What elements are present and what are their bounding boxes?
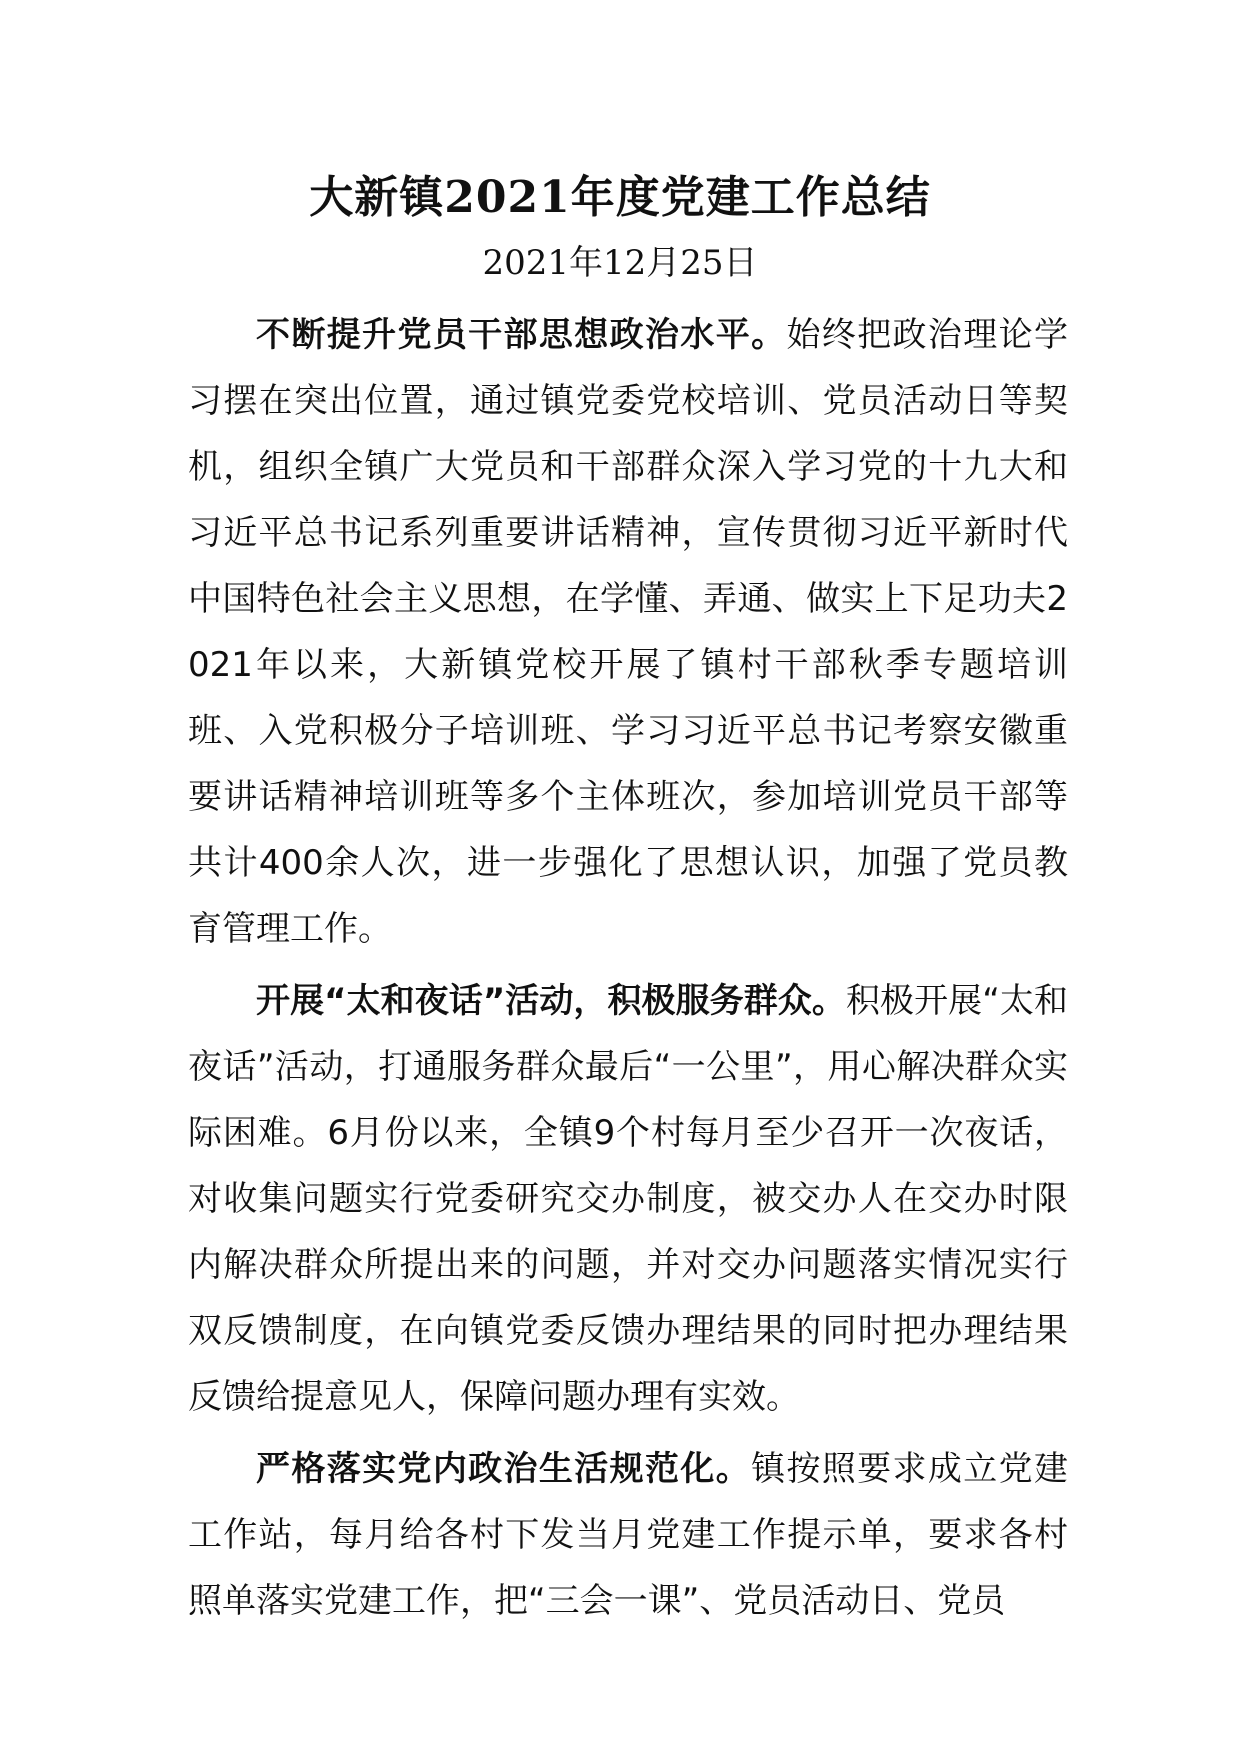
paragraph-night-talk	[188, 968, 1068, 1430]
document-body	[188, 302, 1068, 1634]
paragraph-lead: 开展“太和夜话”活动，积极服务群众。	[256, 981, 846, 1021]
paragraph-text: 镇按照要求成立党建工作站，每月给各村下发当月党建工作提示单，要求各村照单落实党建工作，把“三会一课”、党员活动日、党员	[188, 1449, 1069, 1621]
paragraph-political-life	[188, 1436, 1068, 1634]
paragraph-text: 始终把政治理论学习摆在突出位置，通过镇党委党校培训、党员活动日等契机，组织全镇广大党员和干部群众深入学习党的十九大和习近平总书记系列重要讲话精神，宣传贯彻习近平新时代中国特色社会主义思想，在学懂、弄通、做实上下足功夫2021年以来，大新镇党校开展了镇村干部秋季专题培训班、入党积极分子培训班、学习习近平总书记考察安徽重要讲话精神培训班等多个主体班次，参加培训党员干部等共计400余人次，进一步强化了思想认识，加强了党员教育管理工作。	[188, 315, 1069, 949]
paragraph-text: 积极开展“太和夜话”活动，打通服务群众最后“一公里”，用心解决群众实际困难。6月份以来，全镇9个村每月至少召开一次夜话，对收集问题实行党委研究交办制度，被交办人在交办时限内解决群众所提出来的问题，并对交办问题落实情况实行双反馈制度，在向镇党委反馈办理结果的同时把办理结果反馈给提意见人，保障问题办理有实效。	[188, 981, 1068, 1417]
paragraph-lead: 不断提升党员干部思想政治水平。	[256, 315, 787, 355]
paragraph-lead: 严格落实党内政治生活规范化。	[256, 1449, 752, 1489]
document-date: 2021年12月25日	[482, 243, 758, 283]
paragraph-party-education	[188, 302, 1068, 962]
document-title: 大新镇2021年度党建工作总结	[309, 172, 931, 223]
